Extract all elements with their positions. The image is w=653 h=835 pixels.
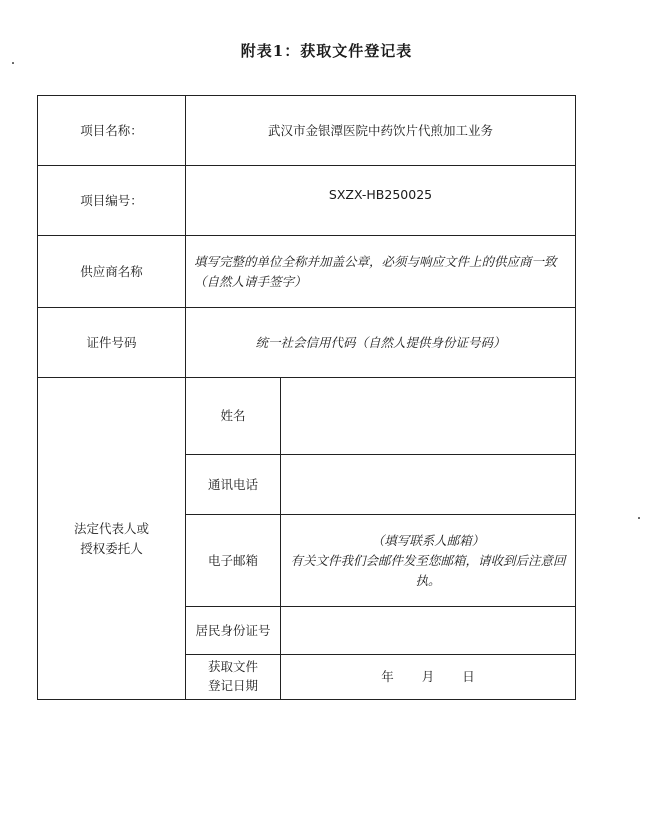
row-rep-name bbox=[38, 378, 576, 455]
row-cert-no bbox=[38, 308, 576, 378]
email-note: 有关文件我们会邮件发至您邮箱，请收到后注意回执。 bbox=[290, 552, 566, 588]
phone-label: 通讯电话 bbox=[186, 455, 281, 515]
email-hint: （填写联系人邮箱） bbox=[371, 532, 485, 548]
id-label: 居民身份证号 bbox=[186, 607, 281, 655]
date-label-line1: 获取文件 bbox=[207, 659, 258, 675]
supplier-value: 填写完整的单位全称并加盖公章，必须与响应文件上的供应商一致（自然人请手签字） bbox=[186, 236, 576, 308]
date-year: 年 bbox=[381, 669, 394, 684]
date-day: 日 bbox=[462, 669, 475, 684]
project-name-value: 武汉市金银潭医院中药饮片代煎加工业务 bbox=[186, 96, 576, 166]
rep-label-line1: 法定代表人或 bbox=[73, 520, 149, 536]
project-no-label: 项目编号： bbox=[38, 166, 186, 236]
rep-label bbox=[38, 378, 186, 700]
date-month: 月 bbox=[421, 669, 435, 684]
date-label-line2: 登记日期 bbox=[207, 678, 258, 693]
rep-label-line2: 授权委托人 bbox=[80, 540, 143, 556]
email-field[interactable] bbox=[281, 515, 576, 607]
date-field[interactable] bbox=[281, 655, 576, 700]
project-no-value bbox=[186, 166, 576, 236]
page-title: 附表1：获取文件登记表 bbox=[240, 42, 413, 60]
supplier-label: 供应商名称 bbox=[38, 236, 186, 308]
cert-no-label: 证件号码 bbox=[38, 308, 186, 378]
row-supplier bbox=[38, 236, 576, 308]
phone-field[interactable] bbox=[281, 455, 576, 515]
registration-form bbox=[37, 95, 576, 700]
id-field[interactable] bbox=[281, 607, 576, 655]
name-label: 姓名 bbox=[186, 378, 281, 455]
project-name-label: 项目名称： bbox=[38, 96, 186, 166]
email-label: 电子邮箱 bbox=[186, 515, 281, 607]
scan-speck bbox=[12, 62, 14, 64]
row-project-name bbox=[38, 96, 576, 166]
date-label bbox=[186, 655, 281, 700]
row-project-no bbox=[38, 166, 576, 236]
project-no-text: SXZX-HB250025 bbox=[328, 186, 433, 202]
scan-speck bbox=[638, 517, 640, 519]
name-field[interactable] bbox=[281, 378, 576, 455]
cert-no-value: 统一社会信用代码（自然人提供身份证号码） bbox=[186, 308, 576, 378]
